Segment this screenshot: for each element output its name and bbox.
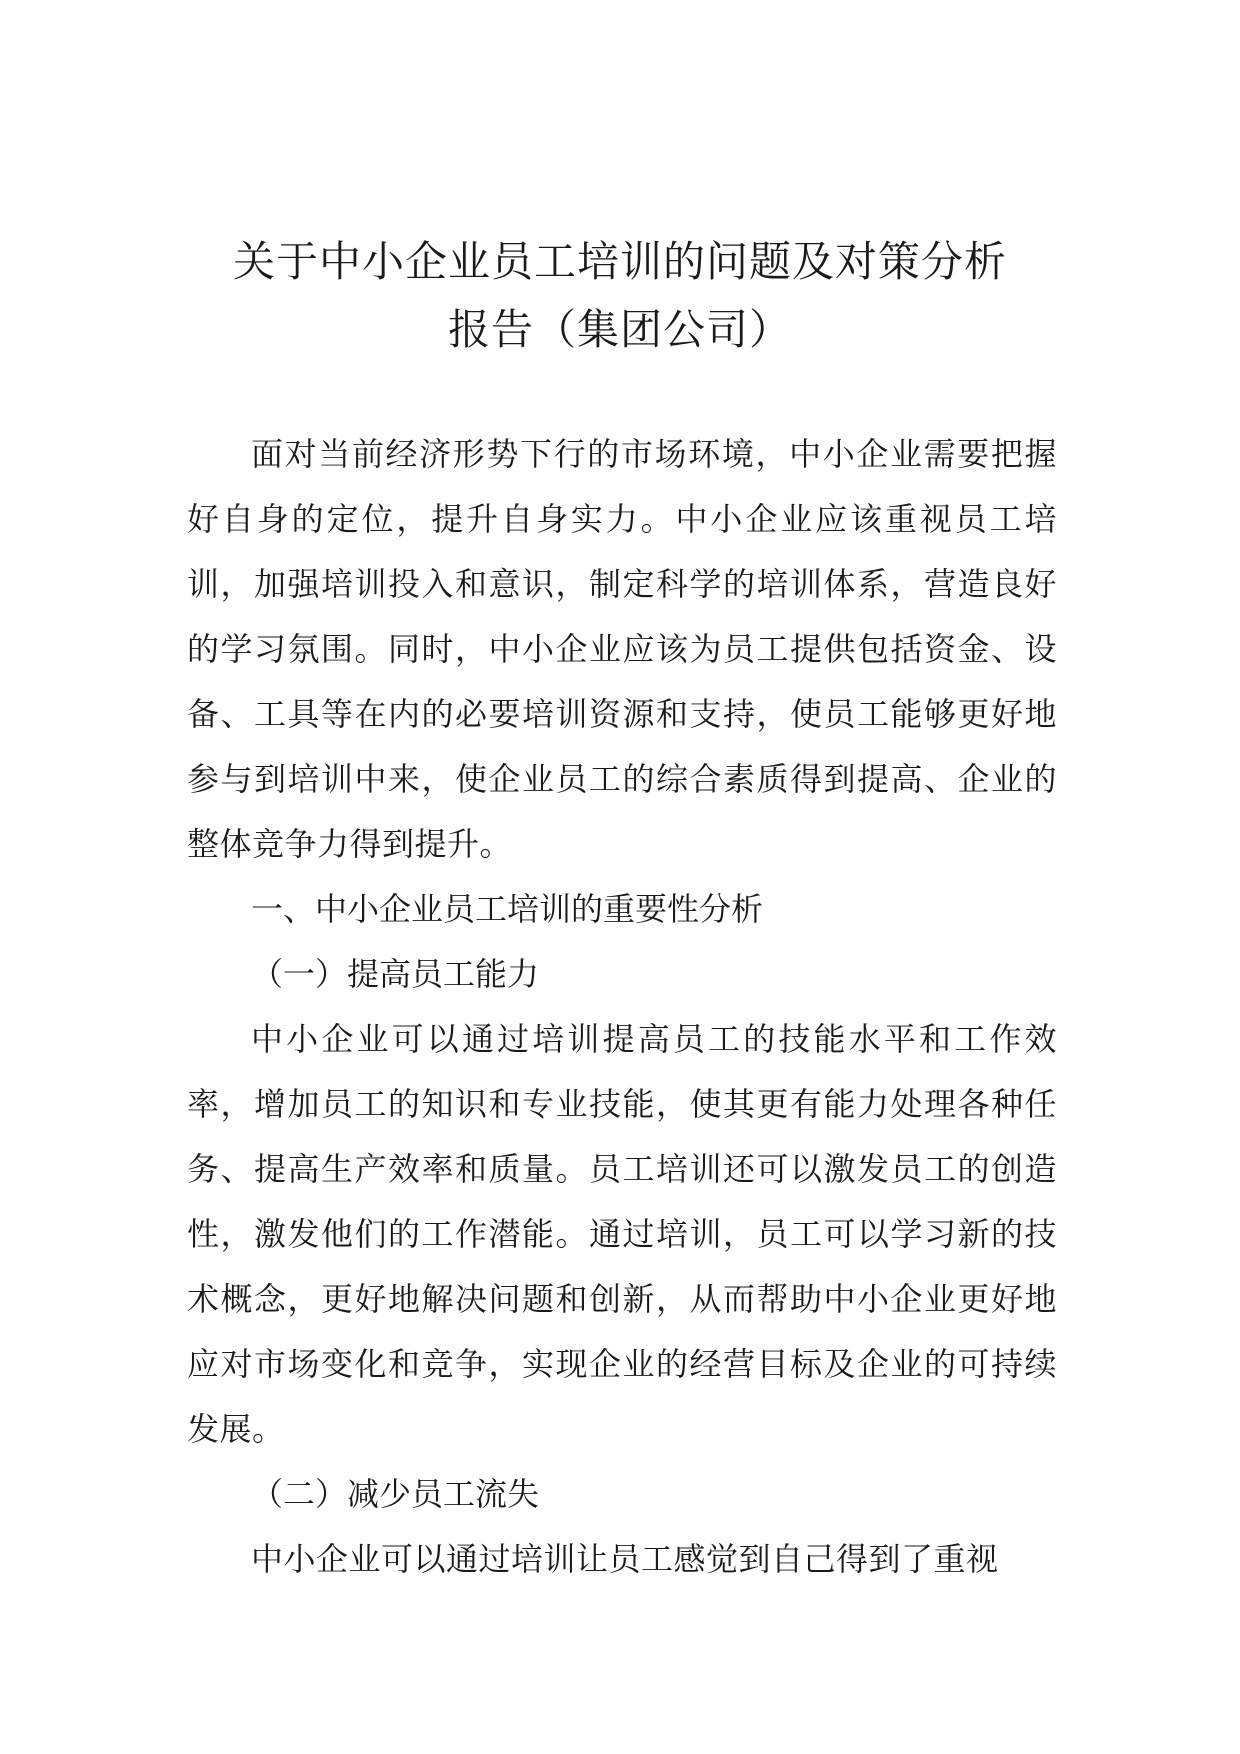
title-line-2: 报告（集团公司） [447, 305, 792, 354]
body-paragraph-2: 中小企业可以通过培训让员工感觉到自己得到了重视 [251, 1540, 999, 1578]
document-title [150, 228, 1090, 364]
section-heading-1: 一、中小企业员工培训的重要性分析 [251, 890, 764, 928]
intro-paragraph: 面对当前经济形势下行的市场环境，中小企业需要把握好自身的定位，提升自身实力。中小企业应该重视员工培训，加强培训投入和意识，制定科学的培训体系，营造良好的学习氛围。同时，中小企业应该为员工提供包括资金、设备、工具等在内的必要培训资源和支持，使员工能够更好地参与到培训中来，使企业员工的综合素质得到提高、企业的整体竞争力得到提升。 [187, 435, 1057, 863]
document-body [187, 422, 1057, 1592]
subsection-heading-1: （一）提高员工能力 [251, 955, 540, 993]
subsection-heading-2: （二）减少员工流失 [251, 1475, 540, 1513]
title-line-1: 关于中小企业员工培训的问题及对策分析 [232, 237, 1007, 286]
body-paragraph-1: 中小企业可以通过培训提高员工的技能水平和工作效率，增加员工的知识和专业技能，使其更有能力处理各种任务、提高生产效率和质量。员工培训还可以激发员工的创造性，激发他们的工作潜能。通过培训，员工可以学习新的技术概念，更好地解决问题和创新，从而帮助中小企业更好地应对市场变化和竞争，实现企业的经营目标及企业的可持续发展。 [187, 1020, 1057, 1448]
